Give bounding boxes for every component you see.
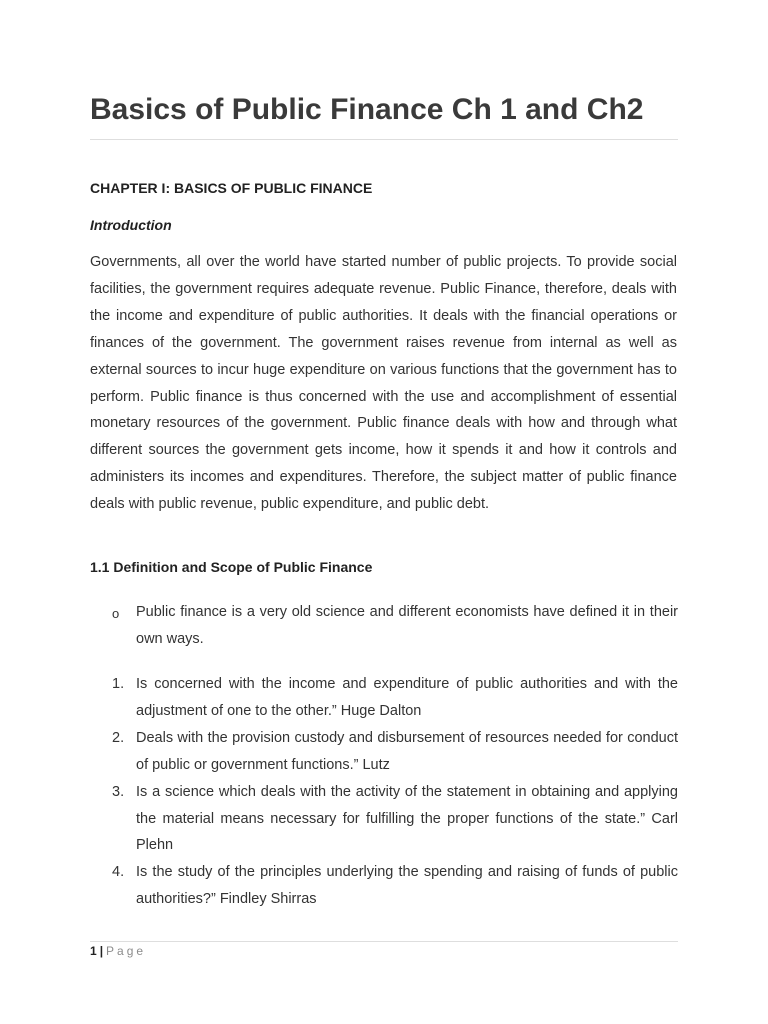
page-number: 1 <box>90 944 97 958</box>
list-item-text: Deals with the provision custody and disbursement of resources needed for conduct of public or government functions.” Lutz <box>136 729 678 773</box>
chapter-heading: CHAPTER I: BASICS OF PUBLIC FINANCE <box>90 180 373 196</box>
list-item <box>90 859 678 913</box>
section-heading: 1.1 Definition and Scope of Public Finance <box>90 559 373 575</box>
footer-divider <box>90 941 678 942</box>
definitions-list <box>90 671 678 913</box>
list-item-number: 3. <box>112 783 125 800</box>
list-item <box>90 779 678 860</box>
title-divider <box>90 139 678 140</box>
list-item <box>90 725 678 779</box>
introduction-paragraph: Governments, all over the world have started number of public projects. To provide social facilities, the government requires adequate revenue. Public Finance, therefore, deals with the income and expenditure of public authorities. It deals with the financial operations or finances of the government. The government raises revenue from internal as well as external sources to incur huge expenditure on various functions that the government has to perform. Public finance is thus concerned with the use and accomplishment of essential monetary resources of the government. Public finance deals with how and through what different sources the government gets income, how it spends it and how it controls and administers its incomes and expenditures. Therefore, the subject matter of public finance deals with public revenue, public expenditure, and public debt. <box>90 254 677 513</box>
bullet-marker: o <box>112 606 120 621</box>
list-item-text: Is concerned with the income and expenditure of public authorities and with the adjustment of one to the other.” Huge Dalton <box>136 676 678 719</box>
document-title: Basics of Public Finance Ch 1 and Ch2 <box>90 93 644 126</box>
list-item-number: 4. <box>112 864 125 881</box>
page-footer <box>90 943 146 959</box>
list-item-text: Is the study of the principles underlying the spending and raising of funds of public authorities?” Findley Shirras <box>136 864 678 908</box>
page-label: Page <box>106 944 147 958</box>
bullet-item <box>90 599 678 653</box>
introduction-heading: Introduction <box>90 217 172 233</box>
list-item-text: Is a science which deals with the activity of the statement in obtaining and applying the material means necessary for fulfilling the proper functions of the state.” Carl Plehn <box>136 783 678 854</box>
list-item <box>90 671 678 725</box>
list-item-number: 1. <box>112 676 125 692</box>
page-separator: | <box>99 944 104 958</box>
bullet-text: Public finance is a very old science and different economists have defined it in their own ways. <box>136 604 678 647</box>
list-item-number: 2. <box>112 729 125 746</box>
